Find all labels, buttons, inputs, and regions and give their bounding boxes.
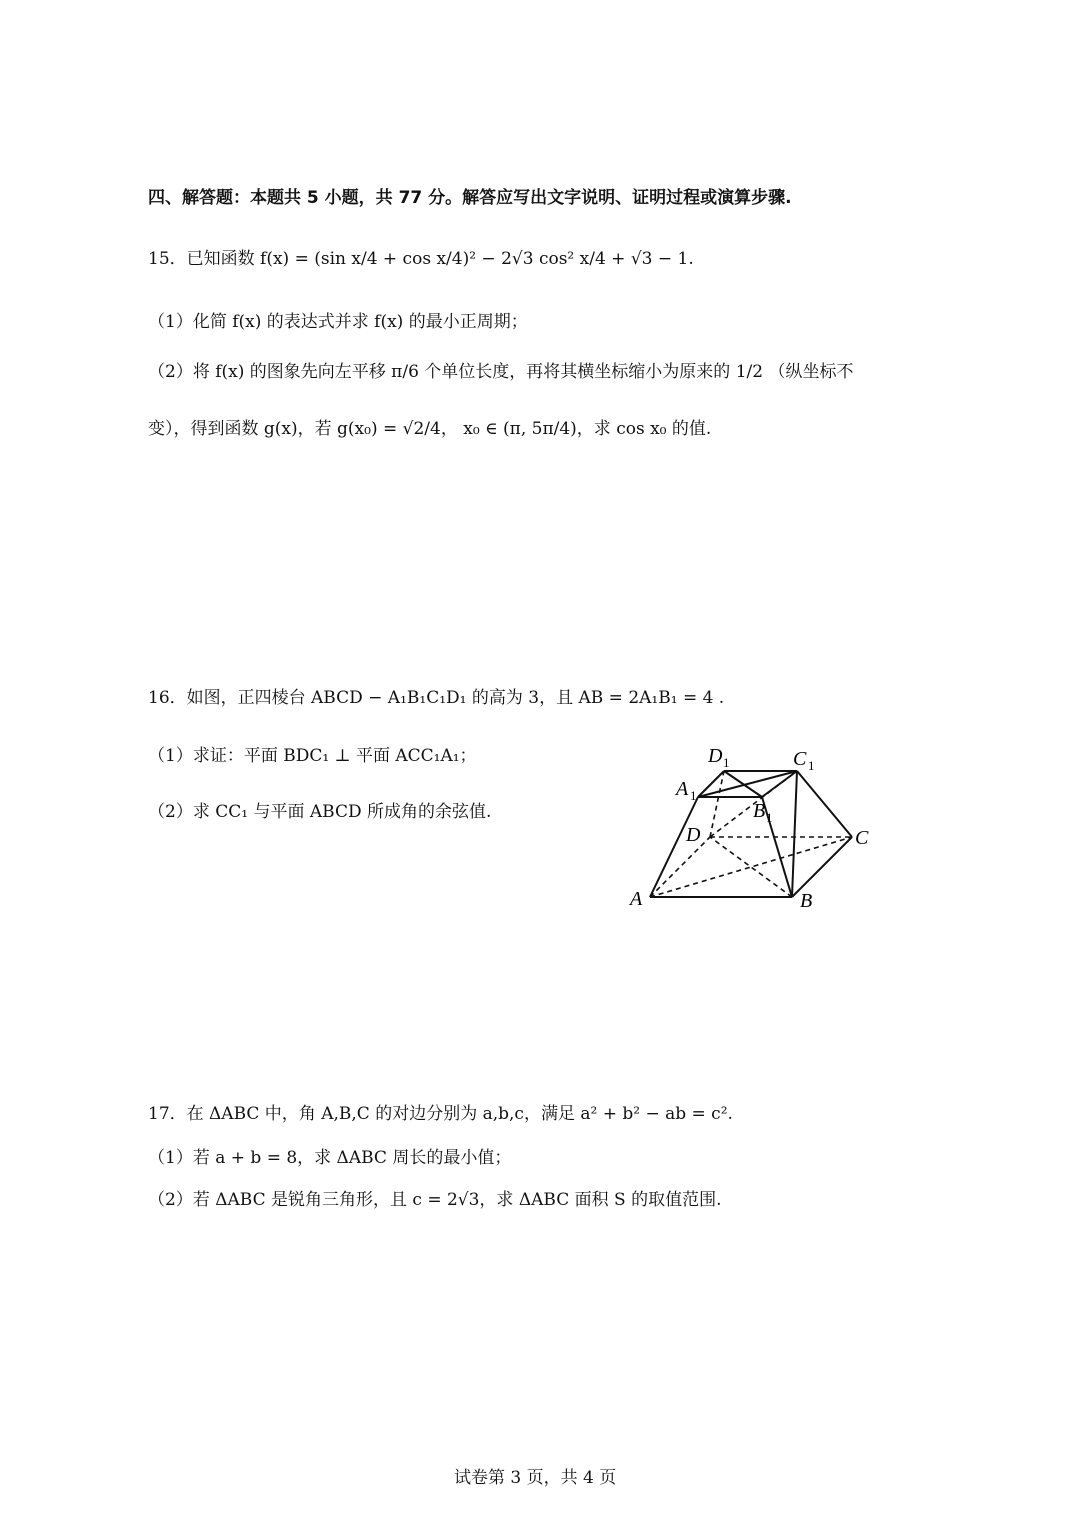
- edge-B-C: [792, 837, 852, 897]
- section-title: 四、解答题：本题共 5 小题，共 77 分。解答应写出文字说明、证明过程或演算步骤.: [148, 188, 792, 208]
- q17-part1: （1）若 a + b = 8，求 ΔABC 周长的最小值；: [148, 1148, 512, 1168]
- edge-D1-B1: [724, 771, 762, 797]
- label-D1: D: [708, 745, 723, 767]
- label-B1: B: [753, 800, 766, 822]
- label-A1-sub: 1: [690, 788, 697, 803]
- q17-part2: （2）若 ΔABC 是锐角三角形，且 c = 2√3，求 ΔABC 面积 S 的取值范围.: [148, 1190, 722, 1210]
- label-C1: C: [793, 748, 807, 770]
- q15-part2-line2: 变），得到函数 g(x)，若 g(x₀) = √2/4， x₀ ∈ (π, 5π/4)，求 cos x₀ 的值.: [148, 419, 712, 439]
- q15-part2-line1: （2）将 f(x) 的图象先向左平移 π/6 个单位长度，再将其横坐标缩小为原来的 1/2 （纵坐标不: [148, 362, 854, 382]
- label-A1: A: [676, 778, 689, 800]
- edge-A1-C1: [698, 771, 797, 797]
- edge-C-C1: [797, 771, 852, 837]
- q15-stem: 15．已知函数 f(x) = (sin x/4 + cos x/4)² − 2√3 cos² x/4 + √3 − 1.: [148, 249, 694, 269]
- label-D: D: [686, 824, 701, 846]
- edge-A-A1: [650, 797, 698, 897]
- q16-part1: （1）求证：平面 BDC₁ ⊥ 平面 ACC₁A₁；: [148, 746, 477, 766]
- edge-B-C1: [792, 771, 797, 897]
- edge-D-D1: [710, 771, 724, 837]
- q15-part1: （1）化简 f(x) 的表达式并求 f(x) 的最小正周期；: [148, 312, 528, 332]
- label-D1-sub: 1: [723, 755, 730, 770]
- q17-stem: 17．在 ΔABC 中，角 A,B,C 的对边分别为 a,b,c，满足 a² + b² − ab = c².: [148, 1104, 733, 1124]
- q16-stem: 16．如图，正四棱台 ABCD − A₁B₁C₁D₁ 的高为 3，且 AB = 2A₁B₁ = 4 .: [148, 688, 725, 708]
- label-B1-sub: 1: [766, 810, 773, 825]
- label-C1-sub: 1: [808, 758, 815, 773]
- frustum-figure: [620, 735, 890, 920]
- edge-B-D: [710, 837, 792, 897]
- label-C: C: [855, 827, 869, 849]
- label-A: A: [630, 888, 643, 910]
- q16-part2: （2）求 CC₁ 与平面 ABCD 所成角的余弦值.: [148, 802, 492, 822]
- page-footer: 试卷第 3 页，共 4 页: [454, 1468, 617, 1488]
- label-B: B: [800, 890, 813, 912]
